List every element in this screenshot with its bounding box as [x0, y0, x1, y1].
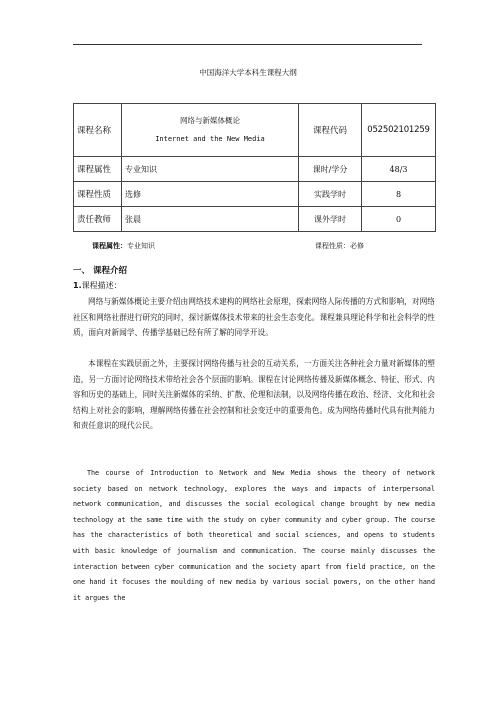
table-row [74, 157, 436, 182]
course-name-label: 课程名称 [74, 104, 122, 157]
table-row [74, 104, 436, 157]
course-code-value: 052502101259 [362, 104, 436, 157]
nature-label: 课程性质 [74, 182, 122, 207]
document-title: 中国海洋大学本科生课程大纲 [199, 68, 297, 77]
section-heading: 一、 课程介绍 [73, 266, 127, 276]
table-row [74, 182, 436, 207]
summary-nature: 课程性质：必修 [315, 242, 364, 250]
course-name-cell [122, 104, 299, 157]
header-rule [73, 44, 422, 45]
attribute-value: 专业知识 [122, 157, 299, 182]
table-row [74, 207, 436, 232]
attribute-label: 课程属性 [74, 157, 122, 182]
nature-value: 选修 [122, 182, 299, 207]
subsection-label: 课程描述： [81, 281, 122, 290]
course-name-cn: 网络与新媒体概论 [180, 116, 240, 125]
course-info-table [73, 103, 436, 232]
teacher-value: 张晨 [122, 207, 299, 232]
subsection-heading [73, 280, 122, 291]
practice-label: 实践学时 [299, 182, 362, 207]
course-code-label: 课程代码 [299, 104, 362, 157]
extra-hours-label: 课外学时 [299, 207, 362, 232]
practice-value: 8 [362, 182, 436, 207]
extra-hours-value: 0 [362, 207, 436, 232]
hours-label: 课时/学分 [299, 157, 362, 182]
summary-attribute [92, 241, 155, 251]
subsection-number: 1. [73, 281, 82, 290]
description-paragraph-2: 本课程在实践层面之外，主要探讨网络传播与社会的互动关系，一方面关注各种社会力量对新媒体的塑造，另一方面讨论网络技术带给社会各个层面的影响。课程在讨论网络传播及新媒体概念、特征、形式、内容和历史的基础上，同时关注新媒体的采纳、扩散、伦理和法制，以及网络传播在政治、经济、文化和社会结构上对社会的影响，理解网络传播在社会控制和社会变迁中的重要角色。成为网络传播时代具有批判能力和责任意识的现代公民。 [73, 359, 435, 431]
summary-attribute-label: 课程属性： [92, 242, 127, 250]
course-name-en: Internet and the New Media [155, 135, 265, 143]
teacher-label: 责任教师 [74, 207, 122, 232]
summary-attribute-value: 专业知识 [127, 242, 155, 250]
description-paragraph-1: 网络与新媒体概论主要介绍由网络技术建构的网络社会原理，探索网络人际传播的方式和影响，对网络社区和网络社群进行研究的同时，探讨新媒体技术带来的社会生态变化。课程兼具理论科学和社会科学的性质，面向对新闻学、传播学基础已经有所了解的同学开设。 [73, 297, 435, 338]
description-paragraph-en: The course of Introduction to Network and New Media shows the theory of network society based on network technology, explores the ways and impacts of interpersonal network communication, and discusses the social ecological change brought by new media technology at the same time with the study on cyber community and cyber group. The course has the characteristics of both theoretical and social sciences, and opens to students with basic knowledge of journalism and communication. The course mainly discusses the interaction between cyber communication and the society apart from field practice, on the one hand it focuses the moulding of new media by various social powers, on the other hand it argues the [73, 469, 435, 602]
hours-value: 48/3 [362, 157, 436, 182]
